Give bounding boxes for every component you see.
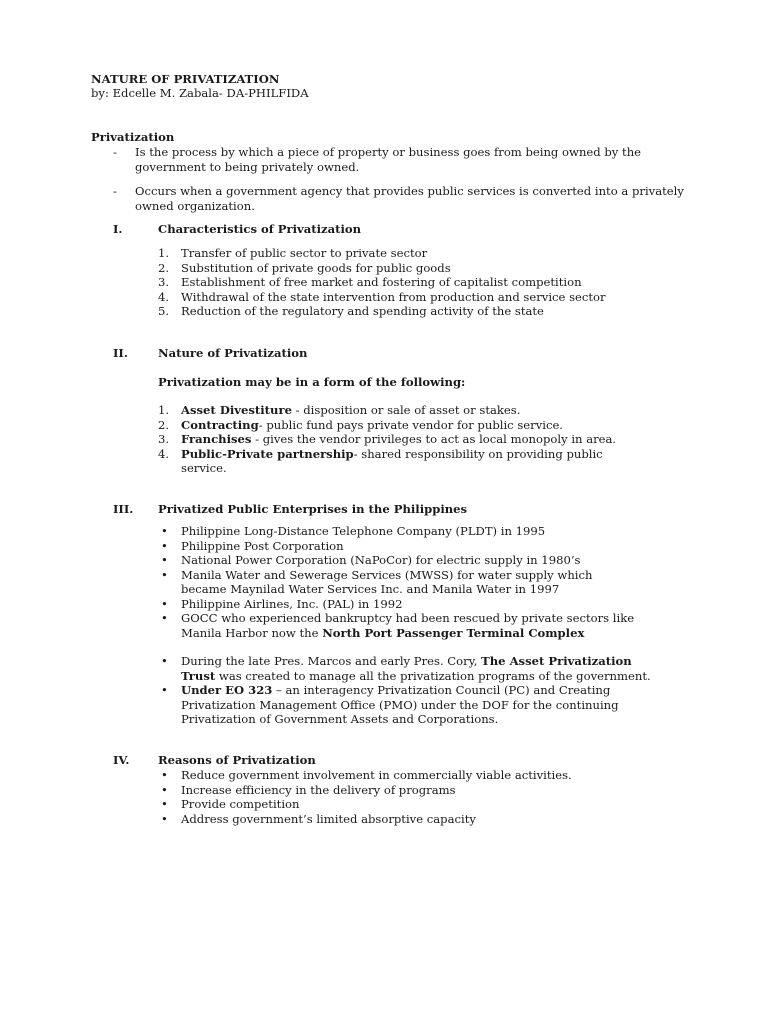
bullet-marker: • xyxy=(161,683,168,697)
list-item xyxy=(158,261,678,276)
item-text: Establishment of free market and fostering of capitalist competition xyxy=(181,275,582,289)
list-item xyxy=(158,654,658,683)
list-item xyxy=(158,568,658,597)
definition-2-text: Occurs when a government agency that provides public services is converted into a privately owned organization. xyxy=(135,184,684,213)
list-item xyxy=(158,539,658,554)
list-item xyxy=(158,611,658,640)
characteristics-list xyxy=(158,246,678,319)
bullet-marker: • xyxy=(161,811,168,826)
section-1-heading: Characteristics of Privatization xyxy=(158,222,362,236)
list-item xyxy=(158,812,678,827)
item-number: 3. xyxy=(158,432,170,446)
list-item xyxy=(158,597,658,612)
item-term: Under EO 323 xyxy=(181,683,273,697)
dash-marker: - xyxy=(113,184,117,198)
item-text: – an interagency Privatization Council (PC) and Creating Privatization Management Office (PMO) under the DOF for the continuing Privatization of Government Assets and Corporations. xyxy=(181,683,619,726)
list-item xyxy=(158,290,678,305)
bullet-marker: • xyxy=(161,524,168,538)
document-title: NATURE OF PRIVATIZATION xyxy=(91,72,280,86)
item-text: Philippine Post Corporation xyxy=(181,538,344,553)
list-item xyxy=(158,432,648,447)
item-term: Franchises xyxy=(181,432,252,446)
list-item xyxy=(158,403,648,418)
item-text: - public fund pays private vendor for public service. xyxy=(258,417,563,432)
section-2-heading: Nature of Privatization xyxy=(158,346,308,360)
bullet-marker: • xyxy=(161,553,168,567)
item-term: The Asset Privatization Trust xyxy=(181,654,632,683)
item-text: Transfer of public sector to private sector xyxy=(181,246,428,260)
item-number: 1. xyxy=(158,246,170,260)
list-item xyxy=(158,275,678,290)
item-term: Public-Private partnership xyxy=(181,446,354,461)
section-2-numeral: II. xyxy=(113,346,128,360)
list-item xyxy=(158,797,678,812)
bullet-marker: • xyxy=(161,782,168,797)
item-text: Reduce government involvement in commercially viable activities. xyxy=(181,768,572,782)
item-number: 5. xyxy=(158,304,170,318)
reasons-list xyxy=(158,768,678,826)
section-4-heading: Reasons of Privatization xyxy=(158,753,316,767)
section-4-numeral: IV. xyxy=(113,753,130,767)
enterprises-list xyxy=(158,524,658,727)
bullet-marker: • xyxy=(161,611,168,625)
bullet-marker: • xyxy=(161,567,168,582)
item-text: Address government’s limited absorptive capacity xyxy=(181,811,476,826)
item-term: Asset Divestiture xyxy=(181,403,292,417)
item-text: - shared responsibility on providing public service. xyxy=(181,446,603,475)
item-text: - gives the vendor privileges to act as local monopoly in area. xyxy=(251,432,617,446)
list-item xyxy=(158,683,658,727)
section-3-numeral: III. xyxy=(113,502,134,516)
item-text: During the late Pres. Marcos and early Pres. Cory, xyxy=(181,654,482,668)
definition-1-text: Is the process by which a piece of property or business goes from being owned by the government to being privately owned. xyxy=(135,145,642,174)
list-item xyxy=(158,304,678,319)
item-number: 2. xyxy=(158,417,170,432)
bullet-marker: • xyxy=(161,596,168,611)
item-text: Provide competition xyxy=(181,797,300,811)
dash-marker: - xyxy=(113,145,117,159)
item-text: Withdrawal of the state intervention from production and service sector xyxy=(181,289,606,304)
bullet-marker: • xyxy=(161,538,168,553)
item-text: GOCC who experienced bankruptcy had been rescued by private sectors like Manila Harbor now the xyxy=(181,611,635,640)
document-author: by: Edcelle M. Zabala- DA-PHILFIDA xyxy=(91,86,309,100)
list-item xyxy=(158,447,648,476)
item-number: 3. xyxy=(158,275,170,289)
list-item xyxy=(158,783,678,798)
item-text: was created to manage all the privatization programs of the government. xyxy=(215,668,651,683)
list-item xyxy=(158,418,648,433)
item-term: Contracting xyxy=(181,417,259,432)
item-text: Increase efficiency in the delivery of programs xyxy=(181,782,456,797)
item-text: Reduction of the regulatory and spending activity of the state xyxy=(181,304,544,318)
bullet-marker: • xyxy=(161,654,168,668)
section-1-numeral: I. xyxy=(113,222,123,236)
item-text: Substitution of private goods for public goods xyxy=(181,260,451,275)
forms-list xyxy=(158,403,648,476)
item-number: 2. xyxy=(158,260,170,275)
section-3-heading: Privatized Public Enterprises in the Philippines xyxy=(158,502,468,516)
item-text: - disposition or sale of asset or stakes. xyxy=(291,403,521,417)
bullet-marker: • xyxy=(161,797,168,811)
item-text: Manila Water and Sewerage Services (MWSS) for water supply which became Maynilad Water Services Inc. and Manila Water in 1997 xyxy=(181,567,593,596)
item-number: 4. xyxy=(158,289,170,304)
list-item xyxy=(158,246,678,261)
list-item xyxy=(158,553,658,568)
item-text: Philippine Long-Distance Telephone Company (PLDT) in 1995 xyxy=(181,524,546,538)
list-item xyxy=(158,524,658,539)
item-text: National Power Corporation (NaPoCor) for electric supply in 1980’s xyxy=(181,553,581,567)
item-text: Philippine Airlines, Inc. (PAL) in 1992 xyxy=(181,596,403,611)
list-item xyxy=(158,768,678,783)
item-term: North Port Passenger Terminal Complex xyxy=(322,625,585,640)
item-number: 4. xyxy=(158,446,170,461)
item-number: 1. xyxy=(158,403,170,417)
section-2-subheading: Privatization may be in a form of the following: xyxy=(158,375,466,389)
privatization-heading: Privatization xyxy=(91,130,175,144)
bullet-marker: • xyxy=(161,768,168,782)
